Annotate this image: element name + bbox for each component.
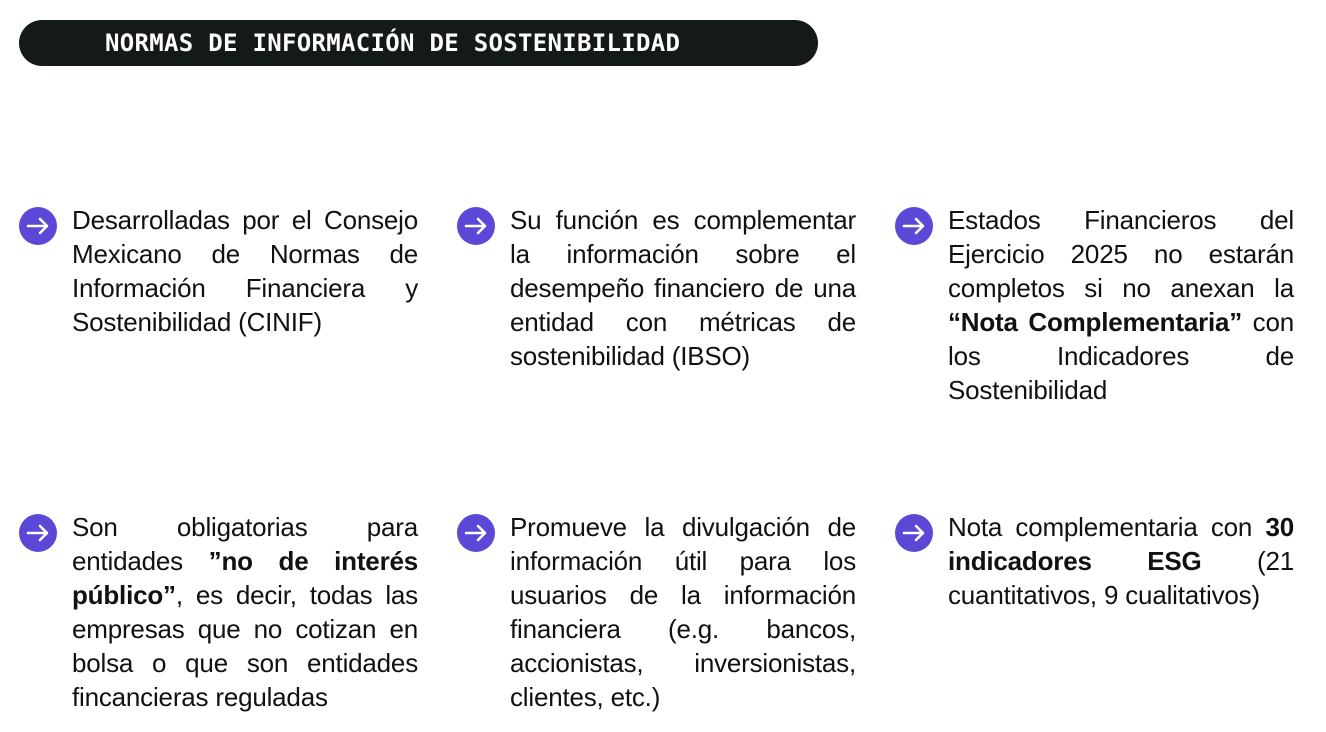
card-text-part: , es decir, todas las empresas que no cotizan en bolsa o que son entidades fincancieras reguladas <box>72 580 418 712</box>
card-text-part: (21 cuantitativos, 9 cualitativos) <box>948 546 1294 610</box>
card-text-part: Estados Financieros del Ejercicio 2025 no estarán completos si no anexan la <box>948 205 1294 303</box>
card-text <box>510 510 856 714</box>
arrow-right-icon <box>457 514 495 552</box>
title-banner <box>19 20 818 66</box>
card-text <box>948 510 1294 612</box>
card-text <box>510 203 856 373</box>
card-text-bold: “Nota Complementaria” <box>948 307 1243 337</box>
arrow-right-icon <box>895 514 933 552</box>
arrow-right-icon <box>19 207 57 245</box>
card-text-bold: 30 indicadores ESG <box>948 512 1294 576</box>
card-text-part: Son obligatorias para entidades <box>72 512 418 576</box>
page-title: NORMAS DE INFORMACIÓN DE SOSTENIBILIDAD <box>105 29 681 57</box>
card-text-part: Promueve la divulgación de información útil para los usuarios de la información financiera (e.g. bancos, accionistas, inversionistas, clientes, etc.) <box>510 512 856 712</box>
card-text <box>948 203 1294 407</box>
card-text-part: con los Indicadores de Sostenibilidad <box>948 307 1294 405</box>
card-text-part: Nota complementaria con <box>948 512 1266 542</box>
card-text <box>72 203 418 339</box>
arrow-right-icon <box>457 207 495 245</box>
card-text-part: Su función es complementar la información sobre el desempeño financiero de una entidad con métricas de sostenibilidad (IBSO) <box>510 205 856 371</box>
arrow-right-icon <box>895 207 933 245</box>
card-text-part: Desarrolladas por el Consejo Mexicano de Normas de Información Financiera y Sostenibilidad (CINIF) <box>72 205 418 337</box>
card-text <box>72 510 418 714</box>
arrow-right-icon <box>19 514 57 552</box>
card-text-bold: ”no de interés público” <box>72 546 419 610</box>
